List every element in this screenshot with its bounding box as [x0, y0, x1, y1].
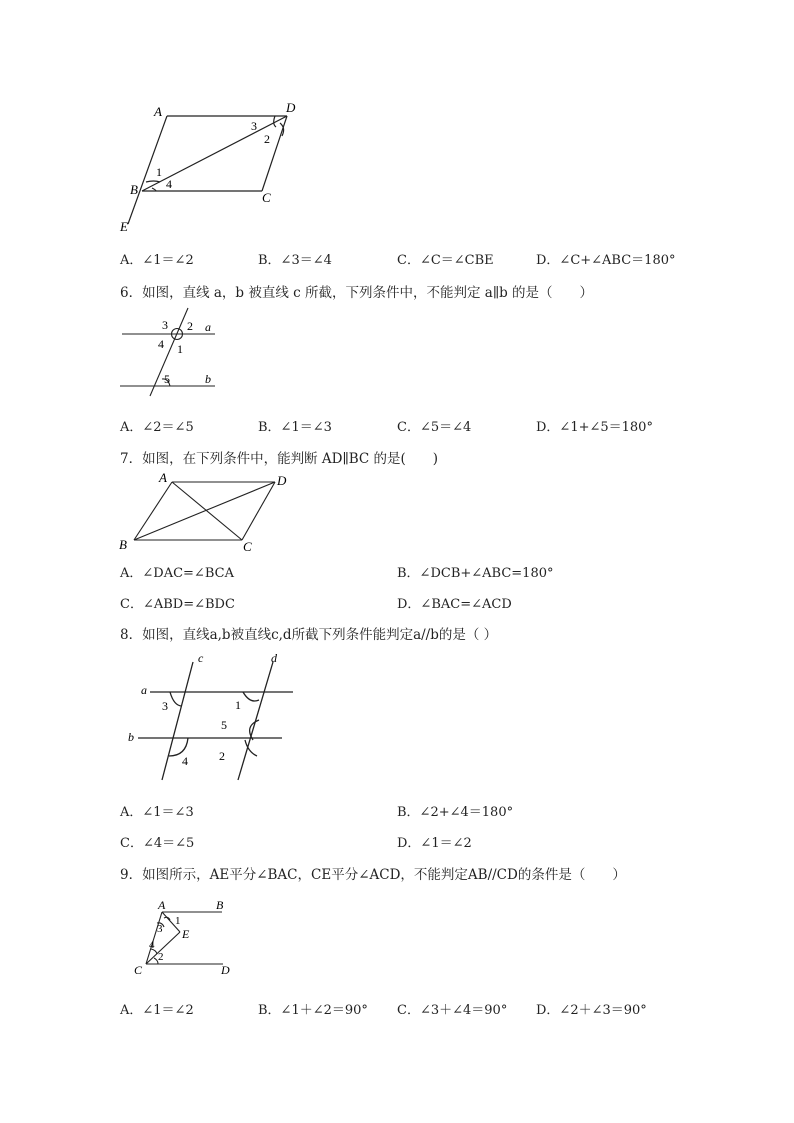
q9-label-1: 1	[175, 915, 181, 927]
q6-option-d[interactable]: D．∠1+∠5＝180°	[536, 420, 653, 435]
q9-label-C: C	[134, 963, 143, 977]
q9-label-A: A	[158, 898, 166, 912]
q5-label-D: D	[286, 100, 296, 115]
q7-option-b[interactable]: B．∠DCB+∠ABC=180°	[397, 566, 554, 581]
q7-label-C: C	[243, 539, 252, 554]
q7-figure	[115, 468, 295, 558]
q6-figure	[110, 303, 230, 398]
q6-label-3: 3	[162, 318, 168, 332]
q8-label-2: 2	[219, 749, 225, 763]
q6-label-1: 1	[177, 342, 183, 356]
q6-label-2: 2	[187, 319, 193, 333]
q6-label-5: 5	[164, 372, 170, 386]
q9-label-D: D	[221, 963, 230, 977]
q8-option-c[interactable]: C．∠4＝∠5	[120, 836, 195, 851]
q9-option-b[interactable]: B．∠1＋∠2＝90°	[258, 1003, 368, 1018]
q8-label-a: a	[141, 683, 147, 697]
q8-label-b: b	[128, 730, 134, 744]
q5-label-C: C	[262, 190, 271, 205]
q6-option-c[interactable]: C．∠5＝∠4	[397, 420, 472, 435]
q5-option-a[interactable]: A．∠1＝∠2	[120, 253, 194, 268]
q9-option-c[interactable]: C．∠3＋∠4＝90°	[397, 1003, 508, 1018]
q5-label-3: 3	[251, 119, 257, 133]
q9-figure	[130, 892, 240, 982]
q9-label-E: E	[182, 927, 190, 941]
q7-option-d[interactable]: D．∠BAC=∠ACD	[397, 597, 512, 612]
q9-label-B: B	[216, 898, 224, 912]
q6-stem: 6．如图，直线 a，b 被直线 c 所截，下列条件中，不能判定 a∥b 的是（ ）	[120, 285, 594, 301]
q7-label-A: A	[159, 470, 167, 485]
q5-label-A: A	[154, 104, 162, 119]
q5-option-d[interactable]: D．∠C+∠ABC＝180°	[536, 253, 676, 268]
q6-label-4: 4	[158, 337, 164, 351]
q8-stem: 8．如图，直线a,b被直线c,d所截下列条件能判定a//b的是（ ）	[120, 627, 498, 643]
q5-label-E: E	[120, 219, 128, 234]
q8-option-b[interactable]: B．∠2+∠4＝180°	[397, 805, 514, 820]
q6-option-a[interactable]: A．∠2＝∠5	[120, 420, 194, 435]
q7-label-D: D	[277, 473, 287, 488]
q5-label-2: 2	[264, 132, 270, 146]
q9-stem: 9．如图所示，AE平分∠BAC，CE平分∠ACD，不能判定AB//CD的条件是（ ）	[120, 867, 626, 883]
q8-figure	[120, 648, 310, 788]
q5-option-c[interactable]: C．∠C＝∠CBE	[397, 253, 494, 268]
q8-label-3: 3	[162, 699, 168, 713]
q5-label-4: 4	[166, 177, 172, 191]
q8-label-d: d	[271, 651, 277, 665]
q7-option-a[interactable]: A．∠DAC=∠BCA	[120, 566, 234, 581]
q5-figure	[110, 96, 310, 236]
q7-label-B: B	[119, 537, 127, 552]
q7-stem: 7．如图，在下列条件中，能判断 AD∥BC 的是( )	[120, 451, 439, 467]
q8-option-d[interactable]: D．∠1＝∠2	[397, 836, 472, 851]
q9-label-3: 3	[157, 923, 163, 935]
q6-option-b[interactable]: B．∠1＝∠3	[258, 420, 332, 435]
q6-label-b: b	[205, 372, 211, 386]
q8-option-a[interactable]: A．∠1＝∠3	[120, 805, 194, 820]
q8-label-5: 5	[221, 718, 227, 732]
q9-option-a[interactable]: A．∠1＝∠2	[120, 1003, 194, 1018]
q5-label-B: B	[130, 182, 138, 197]
q9-label-2: 2	[158, 951, 164, 963]
q8-label-1: 1	[235, 698, 241, 712]
q5-label-1: 1	[156, 165, 162, 179]
q9-option-d[interactable]: D．∠2＋∠3＝90°	[536, 1003, 647, 1018]
q7-option-c[interactable]: C．∠ABD=∠BDC	[120, 597, 235, 612]
q5-option-b[interactable]: B．∠3＝∠4	[258, 253, 332, 268]
q9-label-4: 4	[149, 939, 155, 951]
q8-label-4: 4	[182, 754, 188, 768]
q6-label-a: a	[205, 320, 211, 334]
q8-label-c: c	[198, 651, 204, 665]
